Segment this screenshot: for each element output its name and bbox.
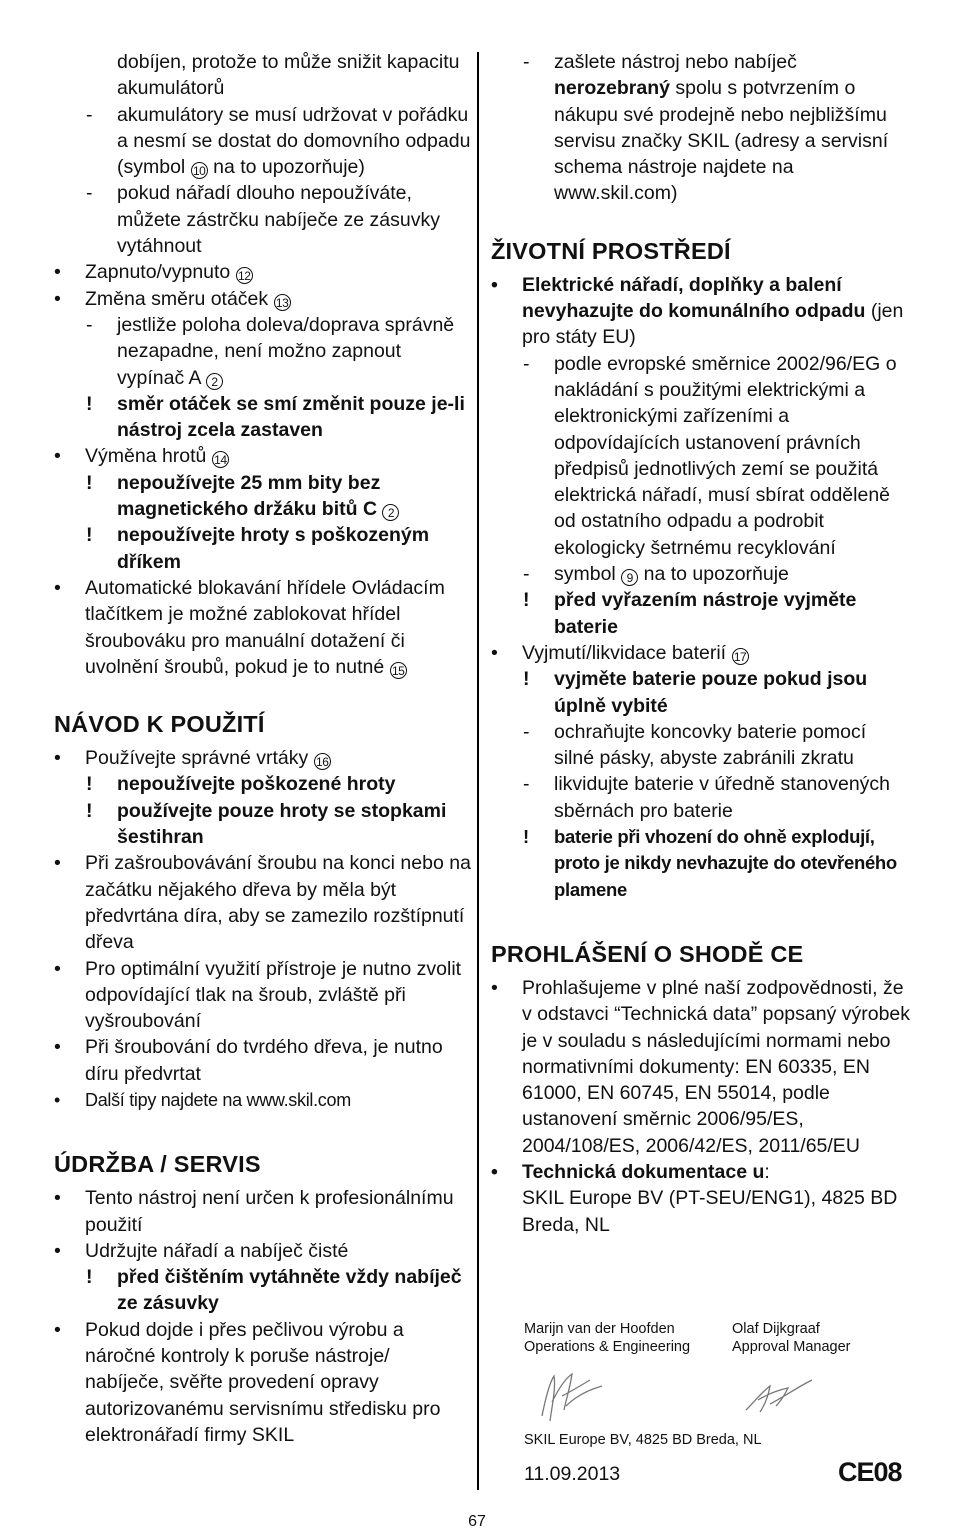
- ce-mark-icon: CE: [770, 940, 804, 967]
- list-item: • Elektrické nářadí, doplňky a balení nevyhazujte do komunálního odpadu (jen pro státy EU): [491, 273, 904, 349]
- list-item: - pokud nářadí dlouho nepoužíváte, můžete zástrčku nabíječe ze zásuvky vytáhnout: [86, 182, 440, 258]
- list-item: • Pokud dojde i přes pečlivou výrobu a náročné kontroly k poruše nástroje/ nabíječe, svěřte provedení opravy autorizovanému servisnímu středisku pro elektronářadí firmy SKIL: [54, 1318, 441, 1446]
- list-item: • Při zašroubovávání šroubu na konci nebo na začátku nějakého dřeva by měla být předvrtána díra, aby se zamezilo rozštípnutí dřeva: [54, 852, 471, 954]
- list-item: • Zapnuto/vypnuto 12: [54, 259, 472, 285]
- list-item: • Při šroubování do tvrdého dřeva, je nutno díru předvrtat: [54, 1036, 443, 1085]
- list-item: • Vyjmutí/likvidace baterií 17: [491, 640, 911, 666]
- list-item: • Technická dokumentace u: SKIL Europe BV (PT-SEU/ENG1), 4825 BD Breda, NL: [491, 1160, 898, 1236]
- signatory-2: Olaf Dijkgraaf Approval Manager: [732, 1321, 851, 1355]
- list-item: • Tento nástroj není určen k profesionálnímu použití: [54, 1187, 454, 1236]
- warning-item: ! nepoužívejte poškozené hroty: [86, 773, 396, 796]
- declaration-date: 11.09.2013: [524, 1463, 621, 1485]
- signature-2-icon: [740, 1370, 820, 1420]
- reference-number-icon: 10: [191, 162, 208, 179]
- reference-number-icon: 2: [382, 504, 399, 521]
- ce-year-mark: CE08: [838, 1457, 902, 1487]
- signatory-1: Marijn van der Hoofden Operations & Engineering: [524, 1321, 691, 1355]
- list-item: • Výměna hrotů 14: [54, 443, 472, 469]
- reference-number-icon: 14: [212, 451, 229, 468]
- warning-item: ! nepoužívejte 25 mm bity bez magnetického držáku bitů C 2: [54, 470, 472, 523]
- section-heading-usage: NÁVOD K POUŽITÍ: [54, 711, 265, 738]
- list-item: - likvidujte baterie v úředně stanovených sběrnách pro baterie: [523, 773, 891, 822]
- list-item: • Změna směru otáček 13: [54, 286, 472, 312]
- list-item: - ochraňujte koncovky baterie pomocí silné pásky, abyste zabránili zkratu: [523, 720, 867, 770]
- section-heading-service: ÚDRŽBA / SERVIS: [54, 1151, 261, 1178]
- section-heading-environment: ŽIVOTNÍ PROSTŘEDÍ: [491, 237, 731, 264]
- section-heading-declaration: PROHLÁŠENÍ O SHODĚ CE: [491, 940, 804, 967]
- list-item: - jestliže poloha doleva/doprava správně nezapadne, není možno zapnout vypínač A 2: [86, 313, 455, 389]
- warning-item: ! před vyřazením nástroje vyjměte baterie: [523, 589, 857, 638]
- reference-number-icon: 2: [206, 373, 223, 390]
- list-item: - symbol 9 na to upozorňuje: [523, 563, 789, 586]
- list-item: - akumulátory se musí udržovat v pořádku a nesmí se dostat do domovního odpadu (symbol 10 na to upozorňuje): [86, 103, 471, 179]
- list-item: • Další tipy najdete na www.skil.com: [54, 1089, 351, 1110]
- company-address: SKIL Europe BV, 4825 BD Breda, NL: [524, 1432, 762, 1448]
- reference-number-icon: 16: [314, 753, 331, 770]
- warning-item: ! vyjměte baterie pouze pokud jsou úplně vybité: [523, 668, 868, 717]
- right-column: [491, 49, 911, 1238]
- warning-item: ! nepoužívejte hroty s poškozeným dříkem: [86, 524, 430, 573]
- reference-number-icon: 9: [621, 569, 638, 586]
- warning-item: ! používejte pouze hroty se stopkami šestihran: [86, 799, 447, 849]
- list-item: • Automatické blokavání hřídele Ovládacím tlačítkem je možné zablokovat hřídel šroubováku pro manuální dotažení či uvolnění šroubů, pokud je to nutné 15: [54, 576, 445, 678]
- reference-number-icon: 12: [236, 267, 253, 284]
- list-item: - zašlete nástroj nebo nabíječ nerozebraný spolu s potvrzením o nákupu své prodejně nebo nejbližšímu servisu značky SKIL (adresy a servisní schema nástroje najdete na www.skil.com): [523, 51, 889, 205]
- list-item: - podle evropské směrnice 2002/96/EG o nakládání s použitými elektrickými a elektronickými zařízeními a odpovídajících ustanovení právních předpisů jednotlivých zemí se použitá elektrická nářadí, musí sbírat odděleně od ostatního odpadu a podrobit ekologicky šetrnému recyklování: [523, 352, 897, 559]
- list-item: • Udržujte nářadí a nabíječ čisté: [54, 1239, 349, 1262]
- reference-number-icon: 15: [390, 662, 407, 679]
- page-number: 67: [468, 1513, 486, 1530]
- list-item: • Pro optimální využití přístroje je nutno zvolit odpovídající tlak na šroub, zvláště při vyšroubování: [54, 957, 462, 1033]
- warning-item: ! směr otáček se smí změnit pouze je-li nástroj zcela zastaven: [86, 392, 465, 442]
- reference-number-icon: 13: [274, 294, 291, 311]
- reference-number-icon: 17: [732, 648, 749, 665]
- warning-item: ! baterie při vhození do ohně explodují, proto je nikdy nevhazujte do otevřeného plamene: [523, 826, 897, 900]
- signature-1-icon: [536, 1366, 616, 1426]
- warning-item: ! před čištěním vytáhněte vždy nabíječ ze zásuvky: [86, 1266, 462, 1315]
- list-item: • Prohlašujeme v plné naší zodpovědnosti, že v odstavci “Technická data” popsaný výrobek je v souladu s následujícími normami nebo normativními dokumenty: EN 60335, EN 61000, EN 60745, EN 55014, podle ustanovení směrnic 2006/95/ES, 2004/108/ES, 2006/42/ES, 2011/65/EU: [491, 976, 911, 1157]
- left-column: [54, 49, 472, 1448]
- paragraph-continuation: dobíjen, protože to může snižit kapacitu akumulátorů: [117, 51, 460, 100]
- list-item: • Používejte správné vrtáky 16: [54, 745, 472, 771]
- column-divider: [477, 52, 479, 1490]
